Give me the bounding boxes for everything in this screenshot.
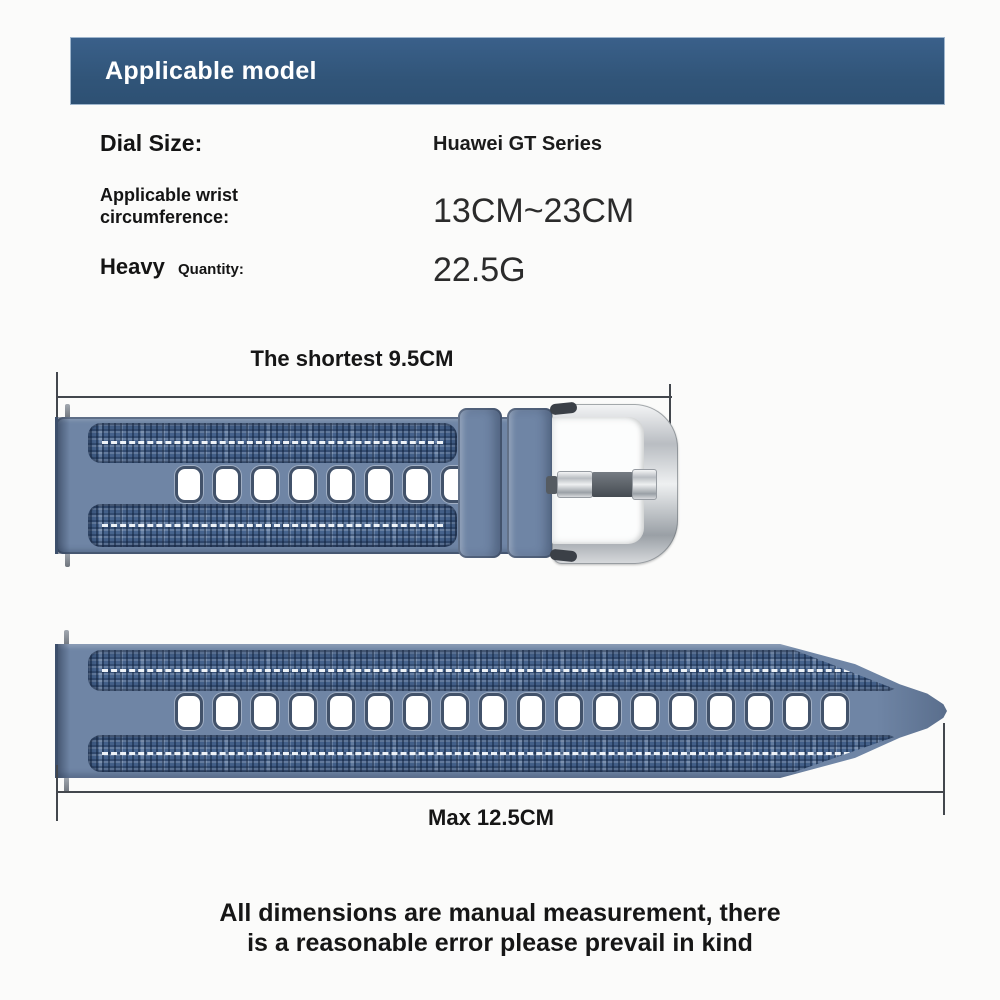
weight-sublabel: Quantity: [178, 261, 244, 278]
top-dimension-line [57, 396, 672, 398]
disclaimer [150, 898, 850, 958]
wrist-circumference-label: Applicable wrist circumference: [100, 185, 239, 227]
strap-hole [175, 693, 203, 730]
spring-bar-pin [64, 630, 69, 646]
dial-size-value: Huawei GT Series [433, 133, 602, 155]
bottom-dimension-tick-right [943, 723, 945, 815]
top-strap-holes-row [175, 466, 469, 503]
strap-hole [251, 693, 279, 730]
stitch-line [102, 441, 443, 444]
stitch-line [102, 524, 443, 527]
bottom-strap-weave-band-lower [88, 735, 900, 772]
wrist-circumference-value: 13CM~23CM [433, 192, 635, 230]
strap-hole [289, 693, 317, 730]
strap-hole [821, 693, 849, 730]
top-strap-weave-band-lower [88, 504, 457, 547]
strap-hole [213, 466, 241, 503]
strap-hole [175, 466, 203, 503]
strap-hole [707, 693, 735, 730]
strap-hole [555, 693, 583, 730]
buckle-prong-dark-section [592, 472, 633, 497]
dial-size-label: Dial Size: [100, 130, 203, 156]
top-strap-weave-band-upper [88, 423, 457, 463]
strap-keeper-loop [458, 408, 502, 558]
strap-hole [479, 693, 507, 730]
max-length-label: Max 12.5CM [428, 805, 554, 830]
buckle-prong-tip [632, 469, 657, 500]
strap-hole [403, 466, 431, 503]
strap-left-end [55, 417, 70, 554]
bottom-strap-body [55, 644, 947, 778]
strap-hole [365, 466, 393, 503]
stitch-line [102, 669, 886, 672]
strap-hole [251, 466, 279, 503]
page-title: Applicable model [105, 56, 317, 85]
strap-hole [289, 466, 317, 503]
strap-hole [213, 693, 241, 730]
strap-hole [441, 693, 469, 730]
strap-hole [403, 693, 431, 730]
strap-hole [631, 693, 659, 730]
bottom-dimension-tick-left [56, 765, 58, 821]
strap-hole [669, 693, 697, 730]
disclaimer-line-1: All dimensions are manual measurement, there [219, 899, 781, 927]
shortest-length-label: The shortest 9.5CM [250, 346, 454, 371]
header-banner [70, 37, 945, 105]
buckle-prong [557, 471, 593, 498]
strap-hole [745, 693, 773, 730]
bottom-strap-weave-band-upper [88, 650, 900, 691]
bottom-dimension-line [57, 791, 945, 793]
strap-hole [327, 693, 355, 730]
spring-bar-pin [65, 552, 70, 567]
weight-label: Heavy [100, 254, 165, 279]
strap-hole [783, 693, 811, 730]
disclaimer-line-2: is a reasonable error please prevail in kind [247, 929, 753, 957]
strap-tip-shading [877, 644, 947, 778]
bottom-strap-holes-row [175, 693, 849, 730]
strap-hole [517, 693, 545, 730]
weight-value: 22.5G [433, 251, 526, 289]
strap-left-end [55, 644, 70, 778]
strap-hole [327, 466, 355, 503]
stitch-line [102, 752, 886, 755]
strap-hole [365, 693, 393, 730]
strap-hole [593, 693, 621, 730]
